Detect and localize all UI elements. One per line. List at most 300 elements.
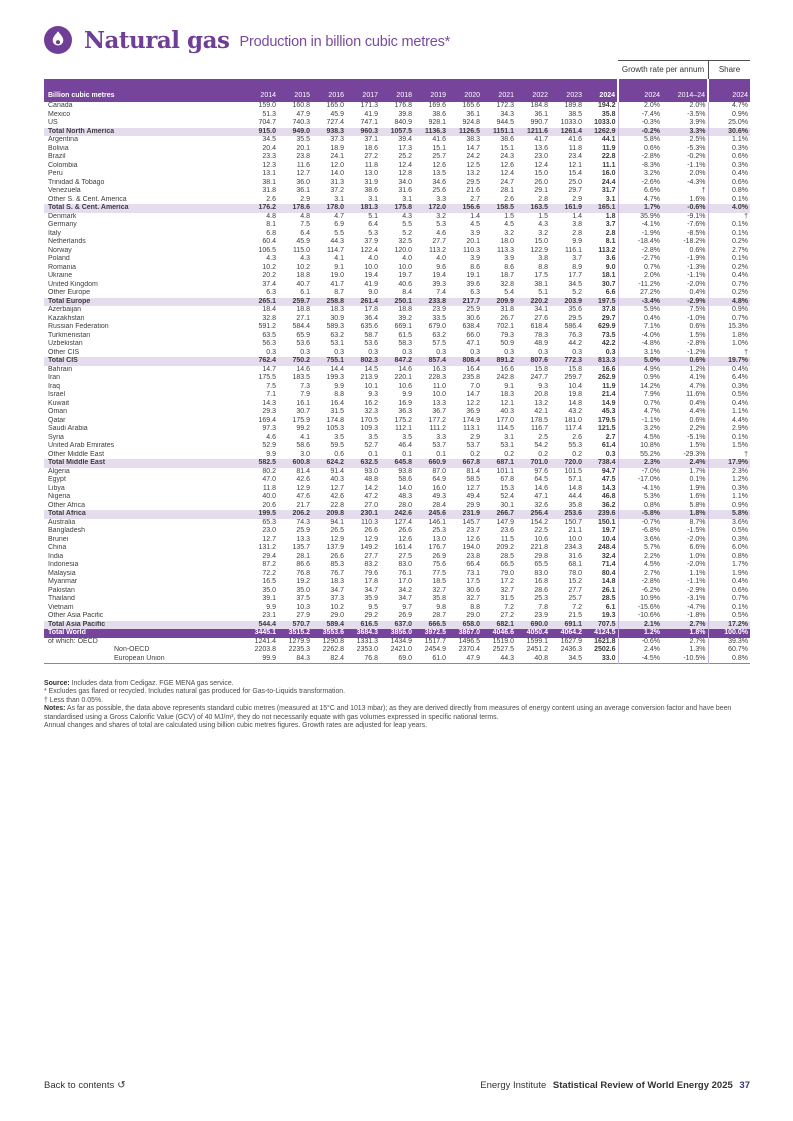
value-cell: 34.0 xyxy=(398,178,412,186)
value-cell: 0.3 xyxy=(402,348,412,356)
value-cell: 19.7 xyxy=(398,272,412,279)
value-cell: 682.1 xyxy=(482,621,516,630)
value-cell: 165.0 xyxy=(326,102,344,109)
value-cell: 6.4 xyxy=(368,221,378,228)
value-cell: 30.1 xyxy=(500,501,514,509)
value-cell: 36.1 xyxy=(466,110,480,118)
value-cell: 50.9 xyxy=(500,340,514,347)
value-cell: 120.0 xyxy=(394,246,412,254)
growth-2024-cell: 4.5% xyxy=(618,561,662,570)
value-cell: 27.1 xyxy=(296,314,310,322)
value-cell: 544.4 xyxy=(244,621,278,630)
value-cell: 2235.3 xyxy=(288,646,310,653)
growth-2014-24-cell: -7.6% xyxy=(687,221,706,228)
row-label: Total Asia Pacific xyxy=(44,621,244,630)
row-label: Other Middle East xyxy=(48,450,105,458)
value-cell: 45.3 xyxy=(601,408,616,415)
share-cell: 0.4% xyxy=(708,400,750,409)
value-cell: 181.0 xyxy=(564,416,582,424)
value-cell: 6.3 xyxy=(470,289,480,296)
value-cell: 17.0 xyxy=(398,578,412,585)
share-cell: 0.3% xyxy=(708,536,750,545)
row-label: Romania xyxy=(48,263,77,271)
share-cell: 0.3% xyxy=(708,162,750,171)
value-cell: 234.3 xyxy=(564,544,582,551)
growth-2014-24-cell: 1.5% xyxy=(689,442,706,449)
value-cell: 41.7 xyxy=(534,136,548,143)
value-cell: 12.4 xyxy=(500,170,514,177)
value-cell: 56.3 xyxy=(262,340,276,347)
table-row xyxy=(44,570,750,579)
value-cell: 928.1 xyxy=(428,119,446,126)
table-row xyxy=(44,442,750,451)
value-cell: 13.3 xyxy=(432,399,446,407)
value-cell: 645.8 xyxy=(380,459,414,468)
value-cell: 53.1 xyxy=(500,442,514,449)
growth-2024-cell: 2.0% xyxy=(618,102,662,111)
growth-2014-24-cell: 1.6% xyxy=(689,493,706,500)
value-cell: 18.4 xyxy=(262,306,276,313)
share-cell: 0.1% xyxy=(708,230,750,239)
value-cell: 121.5 xyxy=(597,425,616,432)
growth-2024-cell: 14.2% xyxy=(618,383,662,392)
table-row xyxy=(44,357,750,366)
value-cell: 10.0 xyxy=(432,391,446,398)
value-cell: 45.9 xyxy=(330,110,344,118)
growth-2024-cell: -1.9% xyxy=(618,230,662,239)
value-cell: 8.8 xyxy=(334,391,344,398)
growth-2024-cell: -15.6% xyxy=(618,604,662,613)
footer-publication-info xyxy=(476,1080,750,1091)
year-header: 2020 xyxy=(448,79,482,102)
value-cell: 76.1 xyxy=(398,569,412,577)
value-cell: 58.5 xyxy=(466,476,480,483)
growth-2014-24-cell: 2.0% xyxy=(689,170,706,177)
value-cell: 1621.8 xyxy=(594,637,616,645)
row-label: Saudi Arabia xyxy=(48,425,88,432)
value-cell: 23.0 xyxy=(534,153,548,160)
value-cell: 38.6 xyxy=(364,187,378,194)
share-cell: 0.6% xyxy=(708,179,750,188)
share-cell: 19.7% xyxy=(708,357,750,366)
growth-2024-cell: -7.4% xyxy=(618,111,662,120)
growth-2014-24-cell: 1.8% xyxy=(662,629,708,638)
share-cell: 0.4% xyxy=(708,272,750,281)
table-row xyxy=(44,366,750,375)
value-cell: 26.9 xyxy=(398,612,412,619)
growth-2014-24-cell: † xyxy=(701,187,706,194)
share-cell: 2.7% xyxy=(708,247,750,256)
value-cell: 25.0 xyxy=(568,178,582,186)
title-bar xyxy=(44,26,450,54)
value-cell: 76.7 xyxy=(330,569,344,577)
row-label: Uzbekistan xyxy=(48,340,83,347)
unit-header: Billion cubic metres xyxy=(44,79,244,102)
value-cell: 101.5 xyxy=(564,467,582,475)
value-cell: 31.6 xyxy=(398,187,412,194)
value-cell: 1519.0 xyxy=(492,637,514,645)
value-cell: 18.8 xyxy=(296,272,310,279)
value-cell: 181.3 xyxy=(346,204,380,213)
value-cell: 3.1 xyxy=(334,195,344,203)
value-cell: 116.7 xyxy=(531,425,548,432)
back-to-contents-link[interactable] xyxy=(44,1080,126,1091)
value-cell: 203.9 xyxy=(550,298,584,307)
value-cell: 0.1 xyxy=(402,450,412,458)
value-cell: 110.3 xyxy=(463,246,480,254)
value-cell: 26.1 xyxy=(601,586,616,594)
value-cell: 175.8 xyxy=(380,204,414,213)
value-cell: 30.6 xyxy=(466,314,480,322)
value-cell: 3.2 xyxy=(538,229,548,237)
value-cell: 33.5 xyxy=(432,314,446,322)
growth-2014-24-cell: -3.1% xyxy=(687,595,706,602)
value-cell: 0.3 xyxy=(605,450,616,458)
value-cell: 65.5 xyxy=(534,561,548,568)
table-row xyxy=(44,230,750,239)
value-cell: 20.1 xyxy=(296,144,310,152)
value-cell: 1057.5 xyxy=(380,128,414,137)
value-cell: 22.8 xyxy=(330,501,344,509)
value-cell: 12.6 xyxy=(466,535,480,543)
share-cell: 0.3% xyxy=(708,145,750,154)
value-cell: 637.0 xyxy=(380,621,414,630)
value-cell: 10.0 xyxy=(364,263,378,271)
value-cell: 6.6 xyxy=(605,289,616,296)
value-cell: 66.4 xyxy=(466,561,480,568)
value-cell: 28.5 xyxy=(500,552,514,560)
growth-2024-cell: -17.0% xyxy=(618,476,662,485)
value-cell: 2.7 xyxy=(470,195,480,203)
value-cell: 44.4 xyxy=(568,493,582,500)
footnote-line: Notes: As far as possible, the data above represents standard cubic metres (measured at 15°C and 1013 mbar); as they are derived directly from measures of energy content using an average conversion factor and have been standardised using a Gross Calorific Value (GCV) of 40 MJ/m³, they do not necessarily equate with gas volumes expressed in specific national terms. xyxy=(44,705,732,721)
value-cell: 4.0 xyxy=(368,255,378,262)
value-cell: 150.1 xyxy=(597,518,616,526)
value-cell: 8.9 xyxy=(572,263,582,271)
value-cell: 27.2 xyxy=(364,153,378,160)
value-cell: 25.3 xyxy=(534,595,548,602)
value-cell: 35.8 xyxy=(568,501,582,509)
value-cell: 28.1 xyxy=(500,187,514,194)
growth-2014-24-cell: -29.3% xyxy=(683,450,706,458)
row-label: Denmark xyxy=(48,212,77,220)
value-cell: 8.7 xyxy=(334,289,344,296)
table-row xyxy=(44,400,750,409)
value-cell: 209.9 xyxy=(482,298,516,307)
growth-2014-24-cell: -18.2% xyxy=(683,238,706,245)
table-row xyxy=(44,289,750,298)
table-row xyxy=(44,553,750,562)
value-cell: 19.0 xyxy=(330,272,344,279)
row-label: European Union xyxy=(114,654,165,662)
value-cell: 1290.8 xyxy=(322,637,344,645)
value-cell: 34.7 xyxy=(330,586,344,594)
value-cell: 23.9 xyxy=(432,306,446,313)
value-cell: 4064.2 xyxy=(550,629,584,638)
value-cell: 184.8 xyxy=(530,102,548,109)
value-cell: 0.2 xyxy=(572,450,582,458)
value-cell: 638.4 xyxy=(462,323,480,330)
value-cell: 1211.6 xyxy=(516,128,550,137)
table-row xyxy=(44,255,750,264)
value-cell: 750.2 xyxy=(278,357,312,366)
value-cell: 15.4 xyxy=(568,170,582,177)
value-cell: 32.6 xyxy=(534,501,548,509)
value-cell: 113.3 xyxy=(497,246,514,254)
value-cell: 176.7 xyxy=(428,544,446,551)
value-cell: 679.0 xyxy=(428,323,446,330)
value-cell: 9.3 xyxy=(538,382,548,390)
value-cell: 19.8 xyxy=(568,391,582,398)
year-header: 2019 xyxy=(414,79,448,102)
value-cell: 170.5 xyxy=(360,416,378,424)
value-cell: 7.4 xyxy=(436,289,446,296)
growth-2014-24-cell: -1.9% xyxy=(687,255,706,262)
row-label: Germany xyxy=(48,221,77,228)
value-cell: 12.2 xyxy=(466,399,480,407)
value-cell: 26.6 xyxy=(364,527,378,534)
row-label: Other Asia Pacific xyxy=(48,612,104,619)
row-label: Vietnam xyxy=(48,603,74,611)
value-cell: 159.0 xyxy=(258,102,276,109)
value-cell: 632.5 xyxy=(346,459,380,468)
table-row xyxy=(44,264,750,273)
row-label: Malaysia xyxy=(48,569,76,577)
value-cell: 16.0 xyxy=(432,484,446,492)
year-header: 2015 xyxy=(278,79,312,102)
growth-2024-cell: -10.6% xyxy=(618,612,662,621)
year-header: 2017 xyxy=(346,79,380,102)
value-cell: 740.3 xyxy=(292,119,310,126)
table-row xyxy=(44,332,750,341)
value-cell: 45.9 xyxy=(296,238,310,245)
value-cell: 93.0 xyxy=(364,467,378,475)
share-cell: 0.4% xyxy=(708,366,750,375)
value-cell: 30.7 xyxy=(601,280,616,288)
value-cell: 48.3 xyxy=(398,493,412,500)
row-label: Non-OECD xyxy=(114,646,150,653)
growth-2024-cell: -0.7% xyxy=(618,519,662,528)
value-cell: 36.0 xyxy=(296,178,310,186)
value-cell: 137.9 xyxy=(326,544,344,551)
value-cell: 891.2 xyxy=(482,357,516,366)
value-cell: 11.0 xyxy=(432,382,446,390)
value-cell: 94.7 xyxy=(601,467,616,475)
value-cell: 3.6 xyxy=(605,255,616,262)
value-cell: 53.1 xyxy=(330,340,344,347)
value-cell: 69.0 xyxy=(398,654,412,662)
value-cell: 0.2 xyxy=(470,450,480,458)
growth-2024-cell: -18.4% xyxy=(618,238,662,247)
value-cell: 10.4 xyxy=(601,535,616,543)
value-cell: 17.3 xyxy=(398,144,412,152)
value-cell: 58.6 xyxy=(398,476,412,483)
growth-2024-cell: 0.6% xyxy=(618,145,662,154)
value-cell: 35.6 xyxy=(568,306,582,313)
value-cell: 10.2 xyxy=(296,263,310,271)
value-cell: 174.8 xyxy=(326,416,344,424)
value-cell: 38.5 xyxy=(568,110,582,118)
value-cell: 707.5 xyxy=(584,621,618,630)
table-row xyxy=(44,306,750,315)
value-cell: 4.3 xyxy=(300,255,310,262)
growth-2014-24-cell: -10.5% xyxy=(683,654,706,662)
row-label: Peru xyxy=(48,170,63,177)
value-cell: 28.6 xyxy=(534,586,548,594)
value-cell: 9.9 xyxy=(266,603,276,611)
row-label: Italy xyxy=(48,229,61,237)
growth-2014-24-cell: 11.6% xyxy=(686,391,706,398)
value-cell: 4.3 xyxy=(266,255,276,262)
value-cell: 114.5 xyxy=(497,425,514,432)
value-cell: 13.0 xyxy=(432,535,446,543)
growth-2014-24-cell: -1.1% xyxy=(687,161,706,169)
row-label: Total CIS xyxy=(44,357,244,366)
growth-2024-cell: -4.1% xyxy=(618,485,662,494)
value-cell: 163.5 xyxy=(516,204,550,213)
value-cell: 12.5 xyxy=(466,161,480,169)
value-cell: 59.5 xyxy=(330,442,344,449)
page-footer xyxy=(44,1080,750,1091)
value-cell: 4.7 xyxy=(334,212,344,220)
share-cell: 1.7% xyxy=(708,561,750,570)
value-cell: 6.1 xyxy=(605,603,616,611)
row-label: Ukraine xyxy=(48,272,73,279)
value-cell: 149.2 xyxy=(360,544,378,551)
value-cell: 242.8 xyxy=(496,374,514,381)
growth-2024-cell: 2.2% xyxy=(618,553,662,562)
value-cell: 5.1 xyxy=(538,289,548,296)
share-cell: 1.1% xyxy=(708,493,750,502)
value-cell: 44.1 xyxy=(601,136,616,143)
table-row xyxy=(44,536,750,545)
table-row xyxy=(44,604,750,613)
value-cell: 146.1 xyxy=(428,518,446,526)
value-cell: 5.3 xyxy=(368,229,378,237)
growth-2014-24-cell: -1.3% xyxy=(687,263,706,271)
table-row xyxy=(44,298,750,307)
value-cell: 687.1 xyxy=(482,459,516,468)
row-label: Trinidad & Tobago xyxy=(48,178,105,186)
value-cell: 73.1 xyxy=(466,569,480,577)
value-cell: 31.9 xyxy=(364,178,378,186)
value-cell: 23.7 xyxy=(466,527,480,534)
value-cell: 14.5 xyxy=(364,365,378,373)
share-cell: 2.9% xyxy=(708,425,750,434)
value-cell: 87.2 xyxy=(262,561,276,568)
value-cell: 25.9 xyxy=(296,527,310,534)
value-cell: 18.1 xyxy=(601,272,616,279)
value-cell: 1.5 xyxy=(538,212,548,220)
value-cell: 38.1 xyxy=(534,280,548,288)
value-cell: 178.0 xyxy=(312,204,346,213)
value-cell: 14.8 xyxy=(568,484,582,492)
share-cell: 39.3% xyxy=(708,638,750,647)
value-cell: 21.1 xyxy=(568,527,582,534)
growth-2014-24-cell: 2.5% xyxy=(689,136,706,143)
value-cell: 172.3 xyxy=(496,102,514,109)
value-cell: 259.7 xyxy=(278,298,312,307)
value-cell: 20.4 xyxy=(262,144,276,152)
growth-2014-24-cell: 2.2% xyxy=(689,425,706,432)
value-cell: 17.2 xyxy=(500,578,514,585)
share-cell: 0.7% xyxy=(708,315,750,324)
value-cell: 81.4 xyxy=(296,467,310,475)
row-label: Oman xyxy=(48,408,68,415)
value-cell: 12.9 xyxy=(364,535,378,543)
top-header-spacer xyxy=(44,60,618,79)
value-cell: 8.8 xyxy=(470,603,480,611)
row-label: Brazil xyxy=(48,153,66,160)
value-cell: 93.8 xyxy=(398,467,412,475)
value-cell: 17.8 xyxy=(364,306,378,313)
growth-2014-24-cell: 1.9% xyxy=(689,484,706,492)
value-cell: 27.7 xyxy=(432,238,446,245)
value-cell: 23.1 xyxy=(262,612,276,619)
publisher-name: Energy Institute xyxy=(480,1080,547,1091)
growth-2024-cell: 3.6% xyxy=(618,536,662,545)
table-row xyxy=(44,493,750,502)
share-cell: 0.1% xyxy=(708,196,750,205)
value-cell: 197.5 xyxy=(584,298,618,307)
growth-2014-24-cell: -2.8% xyxy=(687,340,706,347)
growth-2024-cell: 0.7% xyxy=(618,264,662,273)
value-cell: 33.0 xyxy=(601,654,616,662)
value-cell: 38.6 xyxy=(500,136,514,143)
value-cell: 4.8 xyxy=(300,212,310,220)
growth-2014-24-cell: 7.5% xyxy=(689,306,706,313)
value-cell: 34.1 xyxy=(534,306,548,313)
value-cell: 29.1 xyxy=(534,187,548,194)
value-cell: 175.9 xyxy=(292,416,310,424)
value-cell: 14.0 xyxy=(398,484,412,492)
value-cell: 2.9 xyxy=(300,195,310,203)
year-header: 2022 xyxy=(516,79,550,102)
value-cell: 3.9 xyxy=(470,255,480,262)
value-cell: 600.8 xyxy=(278,459,312,468)
value-cell: 199.3 xyxy=(326,374,344,381)
value-cell: 2.9 xyxy=(572,195,582,203)
value-cell: 10.2 xyxy=(262,263,276,271)
value-cell: 29.5 xyxy=(466,178,480,186)
value-cell: 34.7 xyxy=(398,595,412,602)
value-cell: 15.1 xyxy=(500,144,514,152)
value-cell: 14.7 xyxy=(466,144,480,152)
value-cell: 13.1 xyxy=(262,170,276,177)
row-label: Venezuela xyxy=(48,187,81,194)
value-cell: 635.6 xyxy=(360,323,378,330)
value-cell: 772.3 xyxy=(550,357,584,366)
value-cell: 22.8 xyxy=(601,153,616,160)
value-cell: 39.6 xyxy=(466,280,480,288)
value-cell: 117.4 xyxy=(565,425,582,432)
value-cell: 2353.0 xyxy=(356,646,378,653)
table-row xyxy=(44,247,750,256)
value-cell: 17.7 xyxy=(568,272,582,279)
growth-2014-24-cell: -3.5% xyxy=(687,110,706,118)
growth-2014-24-cell: -2.9% xyxy=(662,298,708,307)
value-cell: 36.9 xyxy=(466,408,480,415)
table-row xyxy=(44,204,750,213)
table-row xyxy=(44,136,750,145)
value-cell: 704.7 xyxy=(258,119,276,126)
table-row xyxy=(44,323,750,332)
table-row xyxy=(44,417,750,426)
growth-2014-24-cell: -9.1% xyxy=(687,212,706,220)
value-cell: 32.7 xyxy=(500,586,514,594)
value-cell: 66.0 xyxy=(466,331,480,339)
row-label: of which: OECD xyxy=(48,637,98,645)
